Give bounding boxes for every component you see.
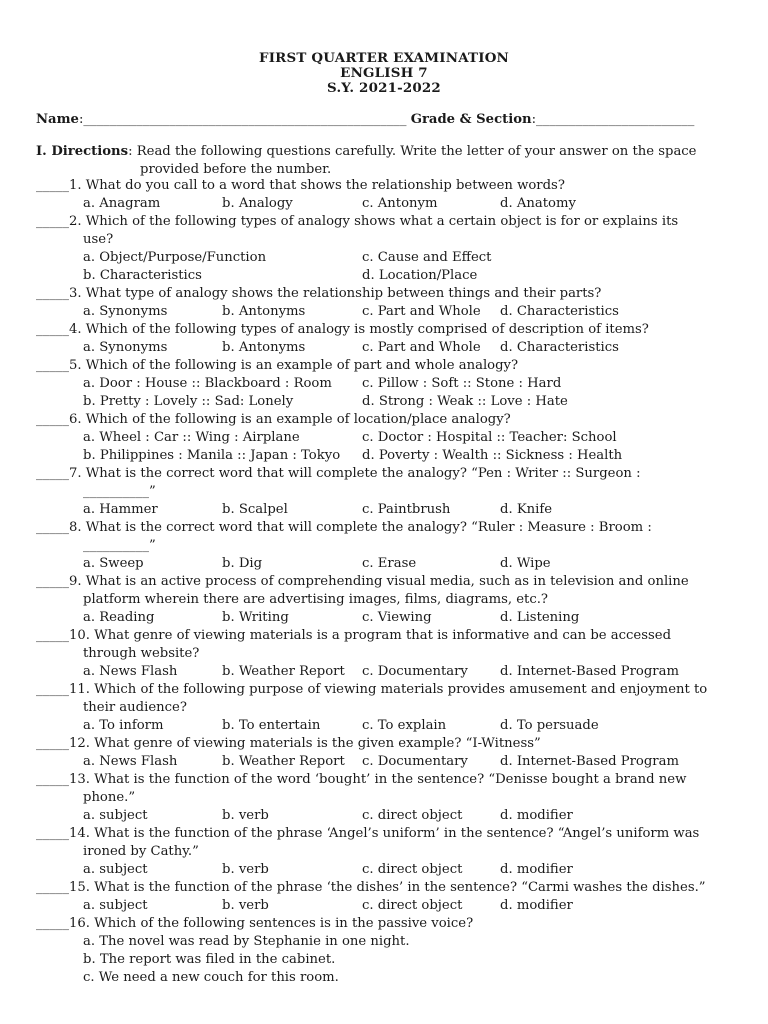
question-text: 14. What is the function of the phrase ‘Angel’s uniform’ in the sentence? “Angel’s uniform was — [68, 826, 700, 841]
answer-option: d. Characteristics — [500, 340, 619, 355]
question-item — [36, 879, 736, 915]
question-text-continued: through website? — [83, 646, 200, 661]
question-item — [36, 735, 736, 771]
directions — [36, 143, 736, 179]
answer-option: d. Location/Place — [362, 268, 478, 283]
options-row — [36, 375, 736, 393]
question-item — [36, 681, 736, 735]
answer-option: b. To entertain — [222, 718, 321, 733]
answer-option: b. The report was filed in the cabinet. — [83, 952, 336, 967]
answer-option: c. Documentary — [362, 664, 468, 679]
answer-option: d. modifier — [500, 862, 573, 877]
answer-option: a. Synonyms — [83, 340, 168, 355]
answer-option: c. Doctor : Hospital :: Teacher: School — [362, 430, 617, 445]
answer-option: c. direct object — [362, 898, 463, 913]
answer-option: a. Hammer — [83, 502, 158, 517]
answer-option: c. Paintbrush — [362, 502, 451, 517]
answer-option: d. modifier — [500, 808, 573, 823]
answer-option: d. Strong : Weak :: Love : Hate — [362, 394, 568, 409]
question-item — [36, 915, 736, 987]
question-text: 4. Which of the following types of analogy is mostly comprised of description of items? — [68, 322, 649, 337]
answer-option: b. Pretty : Lovely :: Sad: Lonely — [83, 394, 294, 409]
answer-blank[interactable]: _____ — [36, 322, 69, 337]
answer-option: d. Internet-Based Program — [500, 664, 679, 679]
options-row — [36, 663, 736, 681]
question-item — [36, 411, 736, 465]
answer-blank[interactable]: _____ — [36, 412, 69, 427]
answer-option: a. subject — [83, 862, 148, 877]
name-label: Name — [36, 112, 79, 127]
options-row — [36, 807, 736, 825]
options-row — [36, 267, 736, 285]
answer-option: d. Anatomy — [500, 196, 576, 211]
school-year: S.Y. 2021-2022 — [327, 80, 441, 96]
answer-option: a. Object/Purpose/Function — [83, 250, 267, 265]
answer-option: b. Philippines : Manila :: Japan : Tokyo — [83, 448, 341, 463]
answer-option: d. Internet-Based Program — [500, 754, 679, 769]
answer-blank[interactable]: _____ — [36, 466, 69, 481]
answer-option: c. direct object — [362, 862, 463, 877]
answer-option: a. Sweep — [83, 556, 144, 571]
subject-title: ENGLISH 7 — [340, 65, 428, 81]
answer-option: c. Documentary — [362, 754, 468, 769]
question-text: 15. What is the function of the phrase ‘the dishes’ in the sentence? “Carmi washes the dishes.” — [68, 880, 706, 895]
exam-header — [0, 0, 768, 96]
question-item — [36, 321, 736, 357]
answer-option: a. Anagram — [83, 196, 161, 211]
answer-option: a. subject — [83, 898, 148, 913]
question-text: 1. What do you call to a word that shows the relationship between words? — [68, 178, 565, 193]
directions-text-continued: provided before the number. — [140, 162, 332, 177]
answer-option: b. Characteristics — [83, 268, 202, 283]
answer-option: b. Writing — [222, 610, 289, 625]
answer-blank[interactable]: _____ — [36, 214, 69, 229]
question-item — [36, 573, 736, 627]
question-text-continued: ironed by Cathy.” — [83, 844, 199, 859]
answer-option: b. Analogy — [222, 196, 293, 211]
question-text: 6. Which of the following is an example of location/place analogy? — [68, 412, 511, 427]
answer-option: d. Knife — [500, 502, 553, 517]
options-row — [36, 717, 736, 735]
question-item — [36, 825, 736, 879]
answer-option: d. Listening — [500, 610, 580, 625]
answer-blank[interactable]: _____ — [36, 682, 69, 697]
answer-option: c. Pillow : Soft :: Stone : Hard — [362, 376, 562, 391]
directions-label: I. Directions — [36, 144, 129, 159]
question-item — [36, 285, 736, 321]
answer-option: c. Erase — [362, 556, 417, 571]
answer-option: c. Antonym — [362, 196, 438, 211]
answer-option: a. The novel was read by Stephanie in one night. — [83, 934, 410, 949]
answer-option: c. To explain — [362, 718, 447, 733]
answer-option: b. Scalpel — [222, 502, 288, 517]
answer-blank[interactable]: _____ — [36, 286, 69, 301]
answer-option: a. Reading — [83, 610, 155, 625]
answer-blank[interactable]: _____ — [36, 772, 69, 787]
answer-option: c. Viewing — [362, 610, 432, 625]
question-item — [36, 357, 736, 411]
question-text: 16. Which of the following sentences is in the passive voice? — [68, 916, 474, 931]
question-text: 7. What is the correct word that will complete the analogy? “Pen : Writer :: Surgeon : — [68, 466, 641, 481]
question-text-continued: their audience? — [83, 700, 187, 715]
answer-option: d. modifier — [500, 898, 573, 913]
options-row — [36, 339, 736, 357]
answer-option: b. verb — [222, 862, 269, 877]
answer-option: b. Weather Report — [222, 754, 345, 769]
question-text-continued: platform wherein there are advertising images, films, diagrams, etc.? — [83, 592, 548, 607]
question-text: 5. Which of the following is an example of part and whole analogy? — [68, 358, 519, 373]
options-row — [36, 249, 736, 267]
question-text-continued: __________” — [83, 484, 156, 499]
options-row — [36, 429, 736, 447]
student-info-line — [36, 112, 732, 127]
question-item — [36, 771, 736, 825]
options-row — [36, 609, 736, 627]
question-text-continued: __________” — [83, 538, 156, 553]
answer-option: c. We need a new couch for this room. — [83, 970, 339, 985]
answer-blank[interactable]: _____ — [36, 178, 69, 193]
answer-option: a. Wheel : Car :: Wing : Airplane — [83, 430, 300, 445]
answer-option: a. News Flash — [83, 664, 178, 679]
answer-option: a. Synonyms — [83, 304, 168, 319]
grade-section-field[interactable]: :________________________ — [531, 112, 695, 127]
options-row — [36, 555, 736, 573]
answer-option: a. Door : House :: Blackboard : Room — [83, 376, 332, 391]
question-item — [36, 627, 736, 681]
question-text: 3. What type of analogy shows the relationship between things and their parts? — [68, 286, 602, 301]
answer-blank[interactable]: _____ — [36, 736, 69, 751]
answer-blank[interactable]: _____ — [36, 358, 69, 373]
question-text: 2. Which of the following types of analogy shows what a certain object is for or explains its — [68, 214, 679, 229]
answer-blank[interactable]: _____ — [36, 628, 69, 643]
answer-option: d. Poverty : Wealth :: Sickness : Health — [362, 448, 623, 463]
question-text: 13. What is the function of the word ‘bought’ in the sentence? “Denisse bought a brand new — [68, 772, 687, 787]
options-row — [36, 861, 736, 879]
question-text-continued: use? — [83, 232, 114, 247]
question-text: 9. What is an active process of comprehending visual media, such as in television and online — [68, 574, 689, 589]
answer-option: c. Part and Whole — [362, 340, 481, 355]
answer-option: b. Antonyms — [222, 304, 306, 319]
options-row — [36, 195, 736, 213]
answer-option: b. Dig — [222, 556, 263, 571]
answer-blank[interactable]: _____ — [36, 916, 69, 931]
options-row — [36, 303, 736, 321]
answer-option: d. To persuade — [500, 718, 599, 733]
question-text: 10. What genre of viewing materials is a program that is informative and can be accessed — [68, 628, 672, 643]
options-row — [36, 753, 736, 771]
answer-blank[interactable]: _____ — [36, 574, 69, 589]
answer-option: d. Wipe — [500, 556, 551, 571]
question-item — [36, 177, 736, 213]
question-item — [36, 465, 736, 519]
answer-option: c. Part and Whole — [362, 304, 481, 319]
question-text: 8. What is the correct word that will complete the analogy? “Ruler : Measure : Broom : — [68, 520, 652, 535]
answer-blank[interactable]: _____ — [36, 880, 69, 895]
question-text: 11. Which of the following purpose of viewing materials provides amusement and enjoyment to — [68, 682, 708, 697]
options-row — [36, 501, 736, 519]
answer-option: c. direct object — [362, 808, 463, 823]
answer-option: a. News Flash — [83, 754, 178, 769]
options-row — [36, 897, 736, 915]
name-field[interactable]: :_________________________________________________ — [78, 112, 407, 127]
question-item — [36, 519, 736, 573]
answer-option: a. subject — [83, 808, 148, 823]
answer-option: b. verb — [222, 898, 269, 913]
answer-option: c. Cause and Effect — [362, 250, 492, 265]
answer-option: b. Antonyms — [222, 340, 306, 355]
question-list — [36, 177, 736, 987]
answer-blank[interactable]: _____ — [36, 826, 69, 841]
answer-blank[interactable]: _____ — [36, 520, 69, 535]
answer-option: d. Characteristics — [500, 304, 619, 319]
exam-title: FIRST QUARTER EXAMINATION — [259, 50, 509, 66]
grade-section-label: Grade & Section — [410, 112, 532, 127]
question-text: 12. What genre of viewing materials is the given example? “I-Witness” — [68, 736, 541, 751]
options-row — [36, 393, 736, 411]
options-row — [36, 447, 736, 465]
answer-option: b. Weather Report — [222, 664, 345, 679]
answer-option: b. verb — [222, 808, 269, 823]
answer-option: a. To inform — [83, 718, 164, 733]
question-text-continued: phone.” — [83, 790, 136, 805]
directions-text: : Read the following questions carefully. Write the letter of your answer on the space — [128, 144, 697, 159]
question-item — [36, 213, 736, 285]
